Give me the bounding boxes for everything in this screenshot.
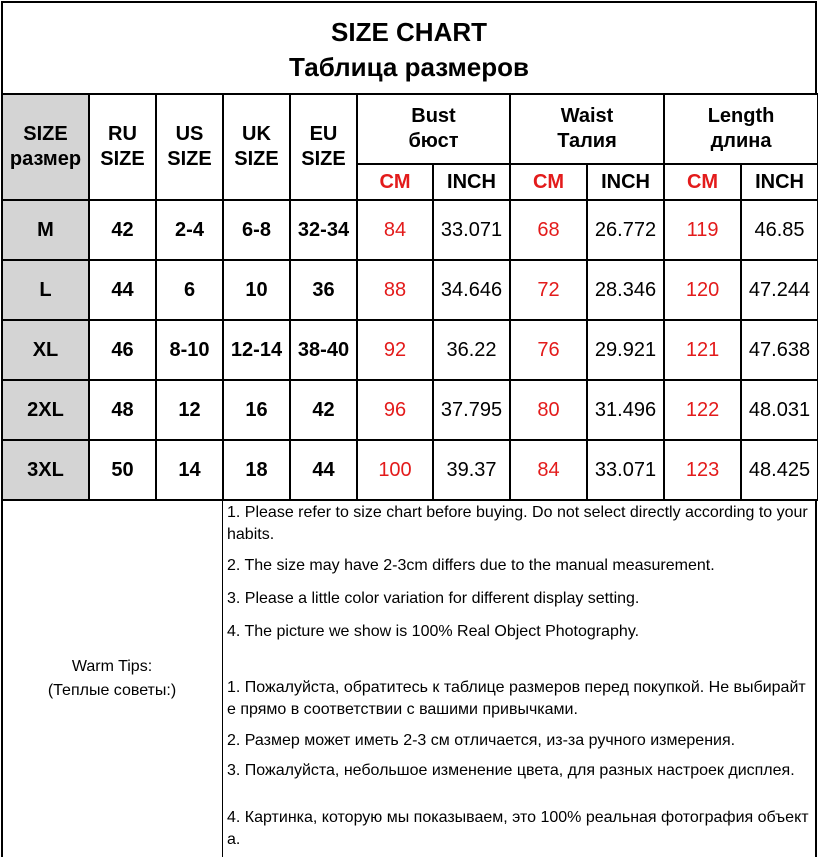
header-ru-line1: RU xyxy=(108,123,137,145)
cell-uk: 10 xyxy=(223,260,290,320)
cell-bust-cm: 84 xyxy=(357,200,433,260)
table-row xyxy=(2,200,818,260)
cell-bust-inch: 36.22 xyxy=(433,320,510,380)
bust-inch-header: INCH xyxy=(433,164,510,200)
tip-en-3: 3. Please a little color variation for different display setting. xyxy=(227,590,640,607)
cell-waist-inch: 26.772 xyxy=(587,200,664,260)
cell-ru: 46 xyxy=(89,320,156,380)
header-eu-size xyxy=(290,94,357,200)
cell-length-cm: 120 xyxy=(664,260,741,320)
cell-waist-cm: 68 xyxy=(510,200,587,260)
warm-tips-section xyxy=(1,500,817,857)
waist-cm-header: CM xyxy=(510,164,587,200)
cell-eu: 42 xyxy=(290,380,357,440)
table-row xyxy=(2,320,818,380)
cell-length-inch: 48.031 xyxy=(741,380,818,440)
header-us-line2: SIZE xyxy=(167,148,212,170)
cell-uk: 12-14 xyxy=(223,320,290,380)
cell-eu: 36 xyxy=(290,260,357,320)
header-length-line1: Length xyxy=(707,105,775,127)
header-ru-size xyxy=(89,94,156,200)
cell-size: XL xyxy=(2,320,89,380)
header-uk-line2: SIZE xyxy=(234,148,279,170)
warm-tips-label-column xyxy=(3,500,223,857)
cell-us: 2-4 xyxy=(156,200,223,260)
cell-bust-inch: 33.071 xyxy=(433,200,510,260)
waist-inch-header: INCH xyxy=(587,164,664,200)
cell-eu: 44 xyxy=(290,440,357,500)
cell-waist-cm: 76 xyxy=(510,320,587,380)
cell-us: 6 xyxy=(156,260,223,320)
header-uk-size xyxy=(223,94,290,200)
length-inch-header: INCH xyxy=(741,164,818,200)
cell-bust-cm: 100 xyxy=(357,440,433,500)
cell-bust-cm: 92 xyxy=(357,320,433,380)
cell-uk: 18 xyxy=(223,440,290,500)
cell-bust-inch: 34.646 xyxy=(433,260,510,320)
cell-length-cm: 122 xyxy=(664,380,741,440)
cell-ru: 50 xyxy=(89,440,156,500)
cell-us: 12 xyxy=(156,380,223,440)
cell-waist-cm: 84 xyxy=(510,440,587,500)
tip-ru-4: 4. Картинка, которую мы показываем, это 100% реальная фотография объекта. xyxy=(227,809,809,848)
cell-length-cm: 121 xyxy=(664,320,741,380)
cell-uk: 6-8 xyxy=(223,200,290,260)
cell-size: L xyxy=(2,260,89,320)
bust-cm-header: CM xyxy=(357,164,433,200)
header-ru-line2: SIZE xyxy=(100,148,145,170)
cell-eu: 38-40 xyxy=(290,320,357,380)
header-us-line1: US xyxy=(175,123,204,145)
header-waist-line2: Талия xyxy=(557,130,617,152)
table-row xyxy=(2,380,818,440)
cell-size: 3XL xyxy=(2,440,89,500)
cell-length-cm: 123 xyxy=(664,440,741,500)
cell-bust-inch: 37.795 xyxy=(433,380,510,440)
header-us-size xyxy=(156,94,223,200)
header-eu-line2: SIZE xyxy=(301,148,346,170)
tip-en-2: 2. The size may have 2-3cm differs due to the manual measurement. xyxy=(227,557,715,574)
header-bust xyxy=(357,94,510,164)
header-size-line1: SIZE xyxy=(23,123,68,145)
header-length xyxy=(664,94,818,164)
cell-bust-inch: 39.37 xyxy=(433,440,510,500)
cell-us: 8-10 xyxy=(156,320,223,380)
cell-ru: 44 xyxy=(89,260,156,320)
size-table xyxy=(1,93,818,501)
cell-length-inch: 47.244 xyxy=(741,260,818,320)
tip-ru-2: 2. Размер может иметь 2-3 см отличается, из-за ручного измерения. xyxy=(227,732,736,749)
header-waist-line1: Waist xyxy=(560,105,614,127)
cell-bust-cm: 88 xyxy=(357,260,433,320)
header-waist xyxy=(510,94,664,164)
cell-waist-inch: 31.496 xyxy=(587,380,664,440)
cell-length-inch: 48.425 xyxy=(741,440,818,500)
length-cm-header: CM xyxy=(664,164,741,200)
table-row xyxy=(2,440,818,500)
header-size xyxy=(2,94,89,200)
tip-ru-3: 3. Пожалуйста, небольшое изменение цвета, для разных настроек дисплея. xyxy=(227,762,795,779)
title-russian: Таблица размеров xyxy=(289,52,529,82)
cell-waist-inch: 33.071 xyxy=(587,440,664,500)
header-bust-line2: бюст xyxy=(408,130,459,152)
header-size-line2: размер xyxy=(9,148,82,170)
warm-tips-label-english: Warm Tips: xyxy=(71,658,153,675)
tip-en-1: 1. Please refer to size chart before buying. Do not select directly according to your habits. xyxy=(227,504,808,543)
header-length-line2: длина xyxy=(710,130,772,152)
cell-waist-inch: 29.921 xyxy=(587,320,664,380)
cell-length-inch: 47.638 xyxy=(741,320,818,380)
tip-ru-1: 1. Пожалуйста, обратитесь к таблице размеров перед покупкой. Не выбирайте прямо в соответствии с вашими привычками. xyxy=(227,679,806,718)
cell-length-inch: 46.85 xyxy=(741,200,818,260)
table-row xyxy=(2,260,818,320)
tip-en-4: 4. The picture we show is 100% Real Object Photography. xyxy=(227,623,640,640)
cell-waist-inch: 28.346 xyxy=(587,260,664,320)
cell-ru: 42 xyxy=(89,200,156,260)
header-uk-line1: UK xyxy=(242,123,271,145)
header-eu-line1: EU xyxy=(309,123,338,145)
cell-uk: 16 xyxy=(223,380,290,440)
cell-us: 14 xyxy=(156,440,223,500)
header-bust-line1: Bust xyxy=(411,105,456,127)
cell-length-cm: 119 xyxy=(664,200,741,260)
title-english: SIZE CHART xyxy=(331,17,487,47)
cell-waist-cm: 80 xyxy=(510,380,587,440)
cell-bust-cm: 96 xyxy=(357,380,433,440)
cell-ru: 48 xyxy=(89,380,156,440)
title-box xyxy=(1,1,817,93)
cell-eu: 32-34 xyxy=(290,200,357,260)
cell-size: M xyxy=(2,200,89,260)
cell-waist-cm: 72 xyxy=(510,260,587,320)
warm-tips-label-russian: (Теплые советы:) xyxy=(47,682,177,699)
cell-size: 2XL xyxy=(2,380,89,440)
